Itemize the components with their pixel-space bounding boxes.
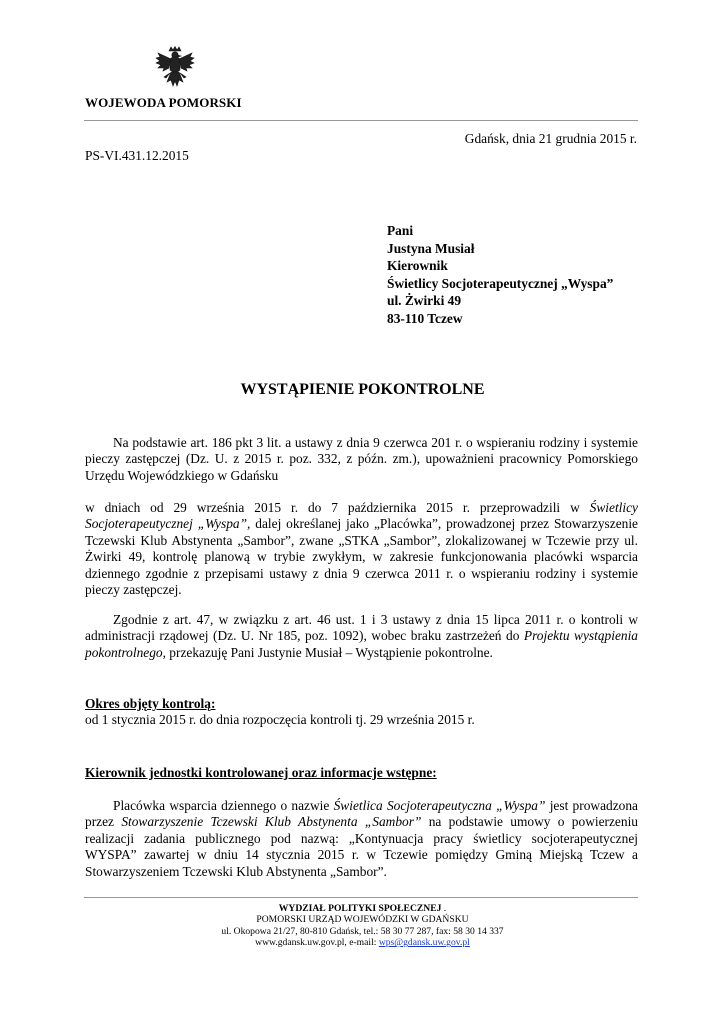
- recipient-line: ul. Żwirki 49: [387, 293, 462, 308]
- footer-website: www.gdansk.uw.gov.pl, e-mail:: [255, 937, 379, 949]
- section-heading: Kierownik jednostki kontrolowanej oraz informacje wstępne:: [85, 765, 437, 780]
- letter-date: Gdańsk, dnia 21 grudnia 2015 r.: [464, 131, 637, 146]
- section-manager: [85, 765, 638, 781]
- paragraph-text: w dniach od 29 września 2015 r. do 7 października 2015 r. przeprowadzili w: [85, 500, 590, 515]
- section-heading: Okres objęty kontrolą:: [85, 696, 216, 711]
- footer-address: ul. Okopowa 21/27, 80-810 Gdańsk, tel.: 58 30 77 287, fax: 58 30 14 337: [221, 925, 504, 937]
- reference-number: PS-VI.431.12.2015: [85, 148, 189, 163]
- paragraph-text: Placówka wsparcia dziennego o nazwie: [113, 798, 334, 813]
- letter-footer: [0, 903, 725, 949]
- header-divider: [84, 120, 638, 121]
- recipient-line: Kierownik: [387, 258, 448, 273]
- recipient-line: Justyna Musiał: [387, 240, 475, 256]
- section-text: od 1 stycznia 2015 r. do dnia rozpoczęcia kontroli tj. 29 września 2015 r.: [85, 712, 475, 728]
- paragraph-text: , przekazuję Pani Justynie Musiał – Wystąpienie pokontrolne.: [162, 644, 493, 660]
- institution-name: Świetlica Socjoterapeutyczna „Wyspa”: [333, 798, 546, 813]
- document-title: WYSTĄPIENIE POKONTROLNE: [240, 381, 485, 398]
- paragraph-control-scope: [85, 500, 638, 598]
- footer-suffix: .: [441, 903, 447, 914]
- office-name: WOJEWODA POMORSKI: [85, 95, 242, 110]
- paragraph-transmittal: [85, 612, 638, 661]
- paragraph-text: na podstawie umowy o powierzeniu realizacji zadania publicznego pod nazwą: „Kontynuacja pracy świetlicy socjoterapeutycznej WYSPA” zawartej w dniu 14 stycznia 2015 r. w Tczewie pomiędzy Gminą Miejską Tczew a Stowarzyszeniem Tczewski Klub Abstynenta „Sambor”.: [85, 814, 638, 879]
- section-period: [85, 696, 638, 729]
- footer-divider: [84, 897, 638, 898]
- email-link[interactable]: wps@gdansk.uw.gov.pl: [378, 937, 470, 949]
- paragraph-text: Zgodnie z art. 47, w związku z art. 46 ust. 1 i 3 ustawy z dnia 15 lipca 2011 r. o kontroli w administracji rządowej (Dz. U. Nr 185, poz. 1092), wobec braku zastrzeżeń do: [85, 612, 638, 644]
- recipient-line: Pani: [387, 223, 414, 238]
- institution-name: Świetlicy Socjoterapeutycznej „Wyspa”,: [85, 500, 638, 532]
- paragraph-text: dalej określanej jako „Placówka”, prowadzonej przez Stowarzyszenie Tczewski Klub Abstynenta „Sambor”, zwane „STKA „Sambor”, zlokalizowanej w Tczewie przy ul. Żwirki 49, kontrolę planową w trybie zwykłym, w zakresie funkcjonowania placówki wsparcia dziennego zgodnie z przepisami ustawy z dnia 9 czerwca 2011 r. o wspieraniu rodziny i systemie pieczy zastępczej.: [85, 516, 638, 598]
- project-name: Projektu wystąpienia pokontrolnego: [85, 628, 638, 660]
- association-name: Stowarzyszenie Tczewski Klub Abstynenta „Sambor”: [121, 814, 422, 830]
- recipient-address: [387, 222, 613, 327]
- footer-office: POMORSKI URZĄD WOJEWÓDZKI W GDAŃSKU: [256, 914, 469, 926]
- recipient-line: Świetlicy Socjoterapeutycznej „Wyspa”: [387, 275, 614, 291]
- paragraph-text: Na podstawie art. 186 pkt 3 lit. a ustawy z dnia 9 czerwca 201 r. o wspieraniu rodziny i systemie pieczy zastępczej (Dz. U. z 2015 r. poz. 332, z późn. zm.), upoważnieni pracownicy Pomorskiego Urzędu Wojewódzkiego w Gdańsku: [85, 435, 638, 483]
- paragraph-institution-info: [85, 798, 638, 880]
- polish-eagle-emblem-icon: [155, 46, 195, 90]
- recipient-line: 83-110 Tczew: [387, 310, 463, 326]
- paragraph-legal-basis: [85, 435, 638, 484]
- footer-department: WYDZIAŁ POLITYKI SPOŁECZNEJ: [278, 903, 442, 914]
- paragraph-text: jest prowadzona przez: [85, 798, 638, 830]
